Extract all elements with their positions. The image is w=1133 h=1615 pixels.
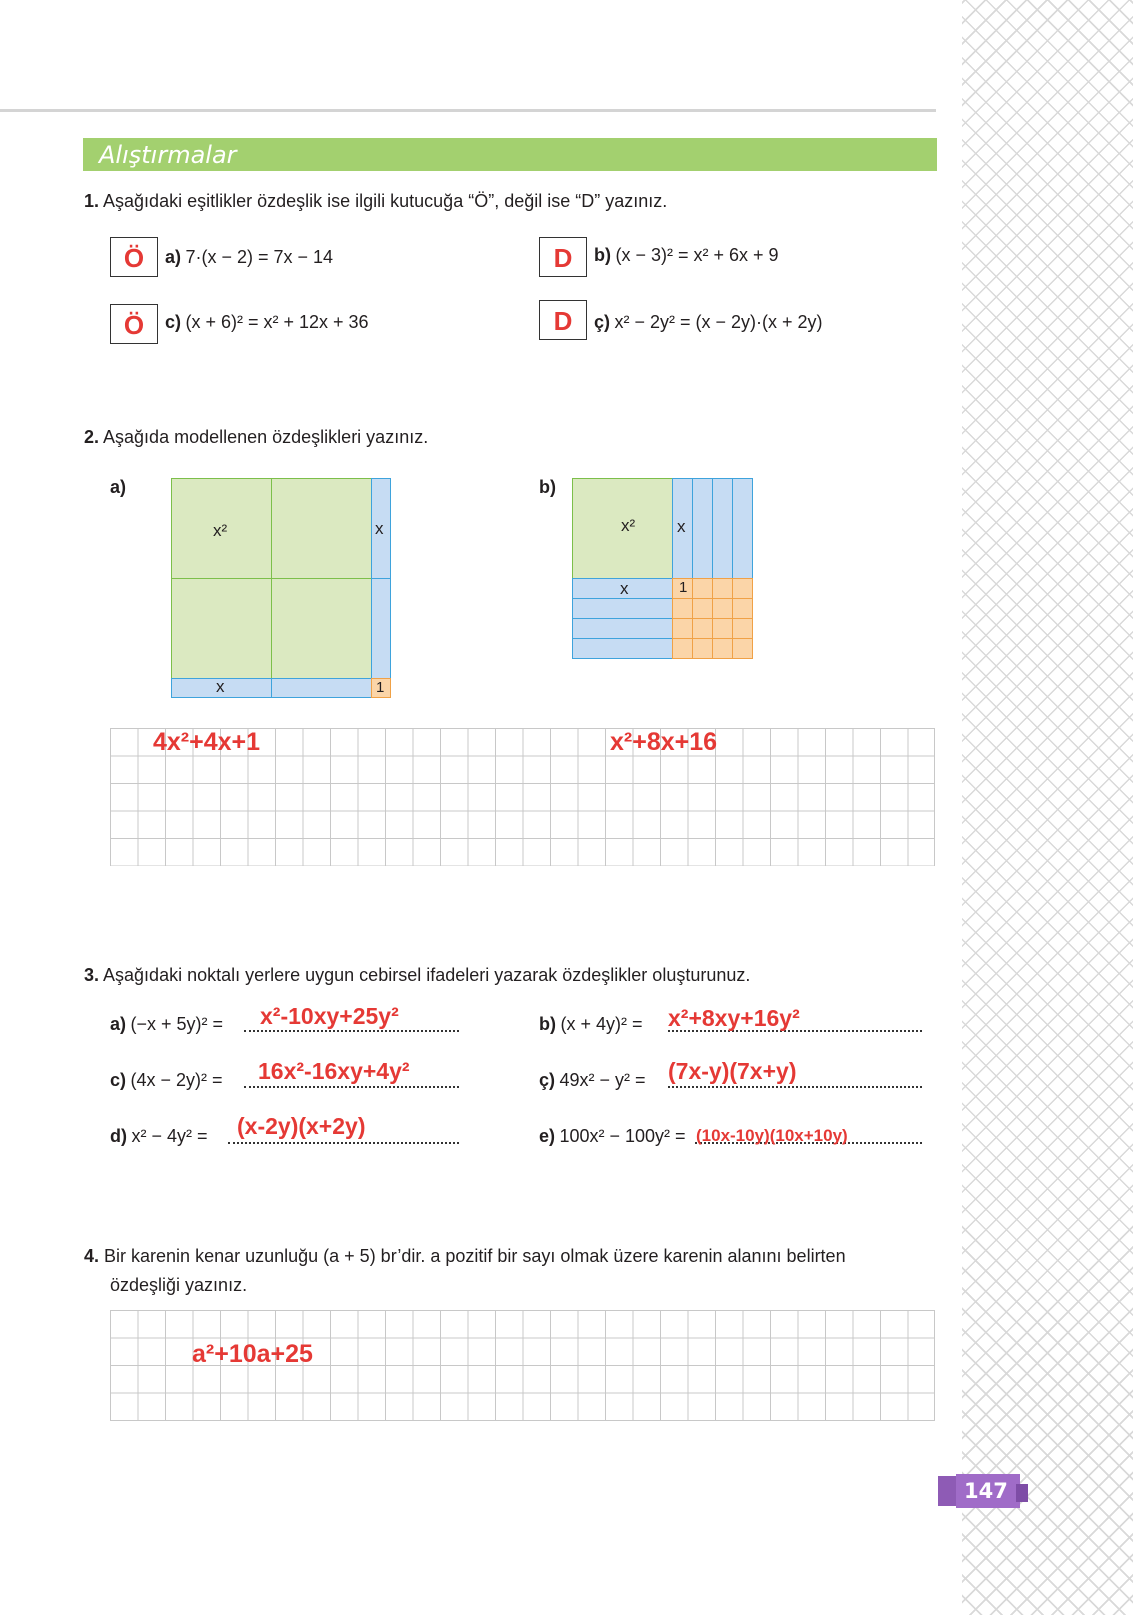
answer-3d: (x-2y)(x+2y) [237,1113,366,1139]
tile-label: x [620,579,629,598]
answer-box-c[interactable]: Ö [110,304,158,344]
answer-3e: (10x-10y)(10x+10y) [696,1126,848,1145]
equation: (x − 3)² = x² + 6x + 9 [615,245,779,265]
item-label: c) [110,1070,127,1090]
question-number: 3. [84,965,100,985]
tile-label: x² [213,521,228,540]
question-1 [84,191,667,212]
q3-item-cc [539,1070,646,1091]
question-number: 4. [84,1246,100,1266]
item-label: a) [110,1014,127,1034]
answer-3b: x²+8xy+16y² [668,1005,800,1031]
divider [0,109,936,112]
item-label: d) [110,1126,127,1146]
item-label: e) [539,1126,556,1146]
section-header: Alıştırmalar [83,138,937,171]
question-4 [84,1242,846,1300]
expression: 49x² − y² = [559,1070,646,1090]
page-number: 147 [964,1479,1008,1503]
answer-box-cc[interactable]: D [539,300,587,340]
expression: 100x² − 100y² = [559,1126,686,1146]
decorative-pattern [962,0,1133,1615]
model-b-label: b) [539,477,556,497]
question-text: Aşağıdaki eşitlikler özdeşlik ise ilgili kutucuğa “Ö”, değil ise “D” yazınız. [103,191,668,211]
equation: 7·(x − 2) = 7x − 14 [185,247,334,267]
question-3 [84,965,750,986]
equation: x² − 2y² = (x − 2y)·(x + 2y) [614,312,823,332]
answer-2a: 4x²+4x+1 [153,728,261,756]
tile-label: 1 [376,679,385,696]
model-a-label: a) [110,477,127,497]
q3-item-e [539,1126,686,1147]
item-label: ç) [539,1070,556,1090]
question-text: özdeşliği yazınız. [110,1275,248,1295]
expression: (−x + 5y)² = [130,1014,223,1034]
item-label: a) [165,247,182,267]
tile-label: x² [621,516,636,535]
item-label: ç) [594,312,611,332]
item-label: c) [165,312,182,332]
question-2 [84,427,428,448]
answer-3cc: (7x-y)(7x+y) [668,1058,797,1084]
answer-3a: x²-10xy+25y² [260,1003,399,1029]
tile-label: x [216,677,225,696]
item-label: b) [539,1014,556,1034]
equation: (x + 6)² = x² + 12x + 36 [185,312,369,332]
q3-item-d [110,1126,207,1147]
answer-2b: x²+8x+16 [610,728,718,756]
q3-item-a [110,1014,223,1035]
expression: (x + 4y)² = [560,1014,643,1034]
q3-item-c [110,1070,223,1091]
answer-3c: 16x²-16xy+4y² [258,1058,410,1084]
q3-item-b [539,1014,642,1035]
tile-label: x [677,517,686,536]
tile-label: x [375,519,384,538]
answer-box-b[interactable]: D [539,237,587,277]
answer-box-a[interactable]: Ö [110,237,158,277]
question-number: 1. [84,191,100,211]
question-text: Aşağıda modellenen özdeşlikleri yazınız. [103,427,429,447]
question-number: 2. [84,427,100,447]
tile-label: 1 [679,579,688,596]
question-text: Aşağıdaki noktalı yerlere uygun cebirsel ifadeleri yazarak özdeşlikler oluşturunuz. [103,965,751,985]
page-number-tab [938,1474,1028,1508]
question-text: Bir karenin kenar uzunluğu (a + 5) br’dir. a pozitif bir sayı olmak üzere karenin alanını belirten [104,1246,846,1266]
item-label: b) [594,245,611,265]
expression: x² − 4y² = [131,1126,208,1146]
answer-4: a²+10a+25 [192,1340,313,1368]
expression: (4x − 2y)² = [130,1070,223,1090]
